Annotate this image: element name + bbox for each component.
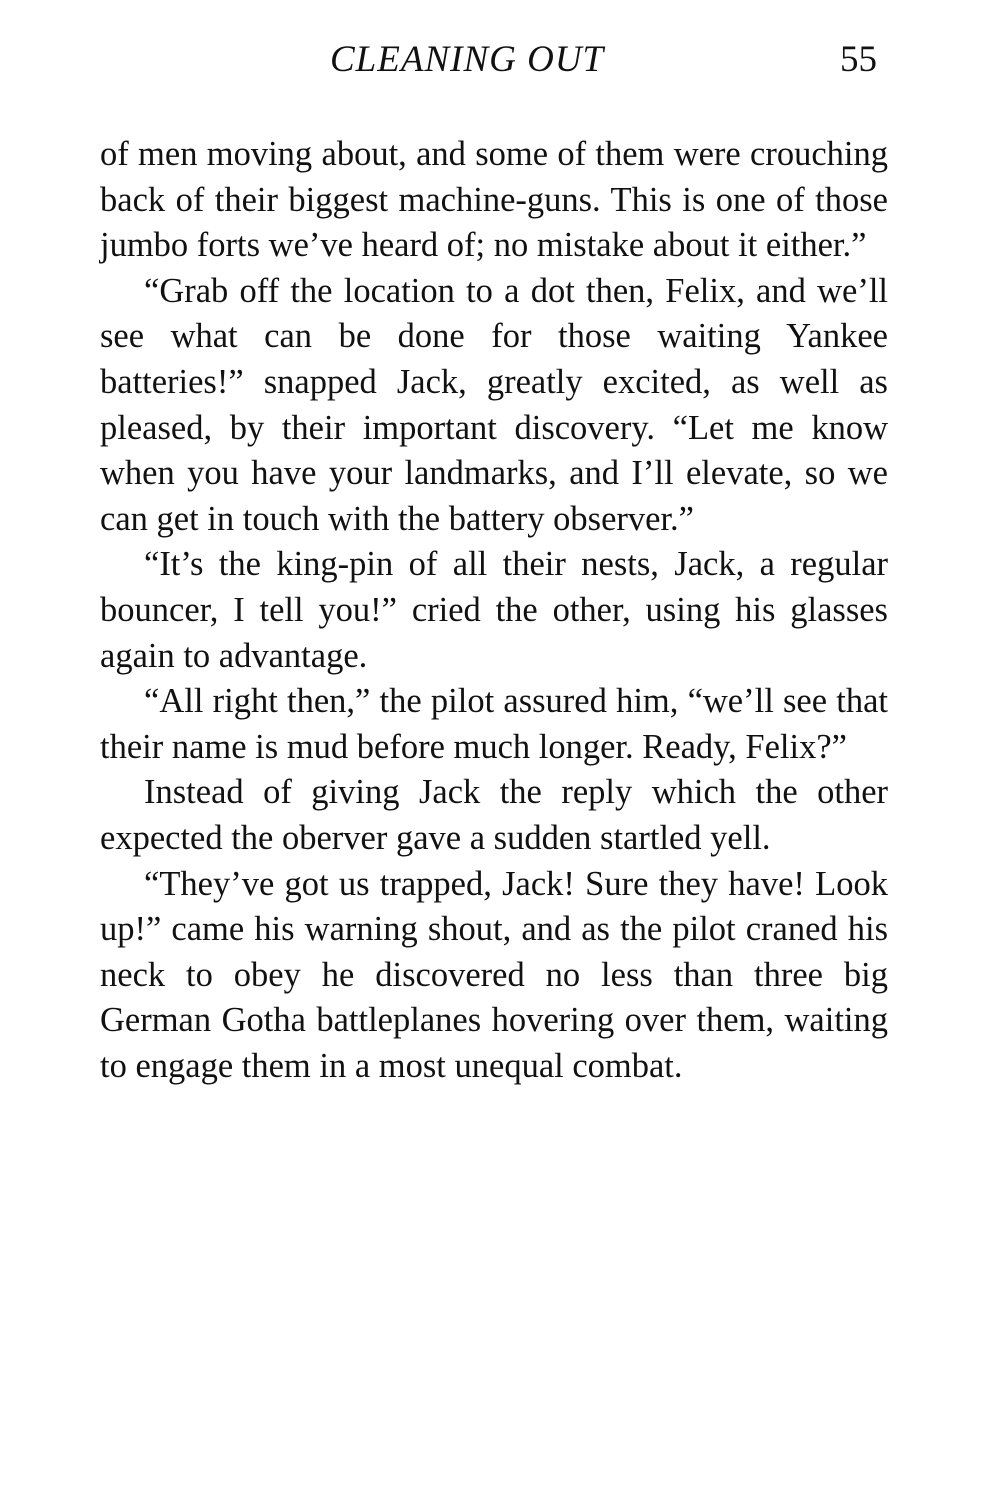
paragraph: “Grab off the location to a dot then, Felix, and we’ll see what can be done for those waiting Yankee batteries!” snapped Jack, greatly excited, as well as pleased, by their important discovery. “Let me know when you have your landmarks, and I’ll elevate, so we can get in touch with the battery observer.” bbox=[100, 271, 888, 538]
paragraph: “It’s the king-pin of all their nests, Jack, a regular bouncer, I tell you!” cried the other, using his glasses again to advantage. bbox=[100, 545, 888, 675]
paragraph-continued: of men moving about, and some of them were crouching back of their biggest machine-guns. This is one of those jumbo forts we’ve heard of; no mistake about it either.” bbox=[100, 135, 888, 265]
paragraph: Instead of giving Jack the reply which the other expected the oberver gave a sudden startled yell. bbox=[100, 773, 888, 857]
page-number: 55 bbox=[840, 39, 877, 80]
body-text bbox=[100, 132, 888, 1089]
paragraph: “They’ve got us trapped, Jack! Sure they have! Look up!” came his warning shout, and as the pilot craned his neck to obey he discovered no less than three big German Gotha battleplanes hovering over them, waiting to engage them in a most unequal combat. bbox=[100, 864, 888, 1085]
paragraph: “All right then,” the pilot assured him, “we’ll see that their name is mud before much longer. Ready, Felix?” bbox=[100, 682, 888, 766]
chapter-title: CLEANING OUT bbox=[330, 39, 605, 80]
running-head bbox=[0, 28, 1000, 88]
